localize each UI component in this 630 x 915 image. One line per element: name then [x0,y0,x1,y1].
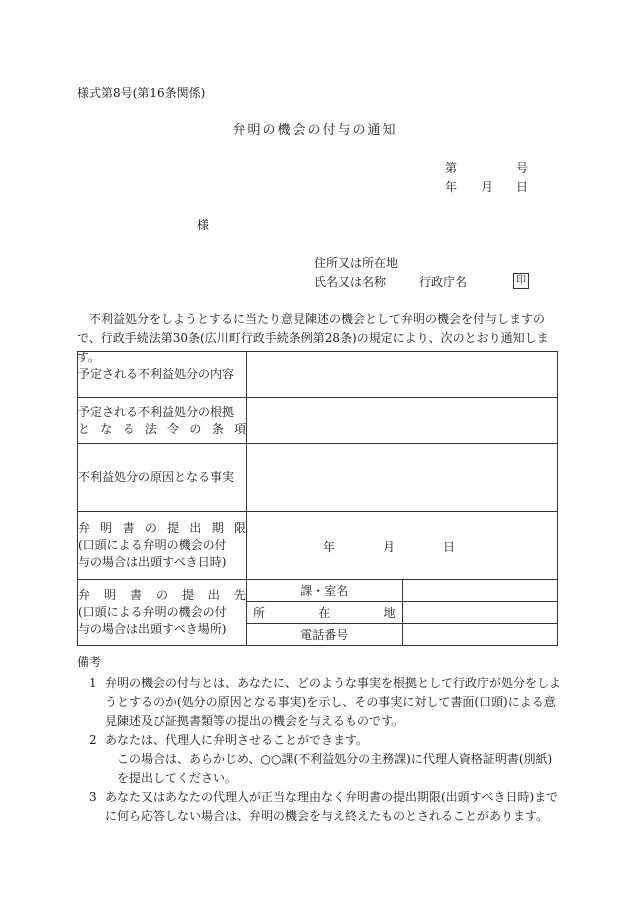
row-label-submission-place [78,580,247,646]
deadline-line1 [78,520,246,537]
char: 限 [233,521,246,535]
char: 在 [318,606,331,620]
sublabel-phone: 電話番号 [247,624,403,646]
char: 書 [129,588,142,602]
submission-line2: (口頭による弁明の機会の付 [78,605,227,619]
number-prefix: 第 [445,161,458,175]
recipient-honorific: 様 [197,218,210,232]
deadline-line3: 与の場合は出頭すべき日時) [78,555,227,569]
note-1 [77,674,561,731]
value-cause-facts [247,444,558,512]
value-disposition-content [247,352,558,398]
char: 弁 [78,521,91,535]
char: と [78,421,91,436]
sender-name-label: 氏名又は名称 [314,275,387,289]
deadline-line2: (口頭による弁明の機会の付 [78,538,227,552]
document-title: 弁明の機会の付与の通知 [232,123,398,138]
char: 令 [167,421,180,436]
char: 明 [100,521,113,535]
value-phone [402,624,558,646]
agency-name-label: 行政庁名 [419,275,468,289]
row-label-cause-facts: 不利益処分の原因となる事実 [78,444,247,512]
deadline-day-label: 日 [443,539,456,554]
note-number: 3 [89,790,97,804]
form-number: 様式第8号(第16条関係) [77,86,206,100]
char: 明 [103,588,116,602]
intro-text: 不利益処分をしようとするに当たり意見陳述の機会として弁明の機会を付与しますので、行政手続法第30条(広川町行政手続条例第28条)の規定により、次のとおり通知します。 [77,312,549,364]
char: 項 [233,421,246,436]
submission-line3: 与の場合は出頭すべき場所) [78,622,227,636]
legal-basis-line2 [78,421,246,438]
row-label-deadline [78,512,247,580]
notice-table [77,351,558,646]
value-deadline [247,512,558,580]
note-3 [77,788,561,826]
char: 出 [189,521,202,535]
char: 法 [144,421,157,436]
seal-mark: 印 [513,273,529,289]
value-section-name [402,580,558,602]
deadline-month-label: 月 [383,539,396,554]
deadline-date [247,538,557,554]
row-label-disposition-content: 予定される不利益処分の内容 [78,352,247,398]
char: な [100,421,113,436]
legal-basis-line1: 予定される不利益処分の根拠 [78,404,235,419]
number-suffix: 号 [516,161,529,175]
table-row [78,512,558,580]
note-number: 2 [89,733,97,747]
note-text: あなた又はあなたの代理人が正当な理由なく弁明書の提出期限(出頭すべき日時)までに何ら応答しない場合は、弁明の機会を与え終えたものとされることがあります。 [105,790,559,823]
char: の [155,588,168,602]
char: 書 [122,521,135,535]
char: の [189,421,202,436]
char: 出 [207,588,220,602]
char: 条 [211,421,224,436]
date-year-label: 年 [445,180,458,194]
char: 提 [181,588,194,602]
char: る [122,421,135,436]
char: 先 [233,588,246,602]
table-row [78,444,558,512]
value-location [402,602,558,624]
char: 地 [383,606,396,620]
submission-line1 [78,587,246,604]
note-subtext: この場合は、あらかじめ、○○課(不利益処分の主務課)に代理人資格証明書(別紙)を提出してください。 [117,752,553,785]
char: 所 [253,606,266,620]
char: 弁 [78,588,91,602]
note-text: 弁明の機会の付与とは、あなたに、どのような事実を根拠として行政庁が処分をしようとするのか(処分の原因となる事実)を示し、その事実に対して書面(口頭)による意見陳述及び証拠書類等の提出の機会を与えるものです。 [105,676,562,728]
sublabel-location [247,602,403,624]
table-row [78,580,558,602]
notes-heading: 備考 [77,655,102,669]
char: 提 [167,521,180,535]
char: の [144,521,157,535]
row-label-legal-basis [78,398,247,444]
value-legal-basis [247,398,558,444]
date-day-label: 日 [516,180,529,194]
deadline-year-label: 年 [323,539,336,554]
note-number: 1 [89,676,97,690]
note-2 [77,731,561,788]
table-row [78,398,558,444]
sublabel-section-name: 課・室名 [247,580,403,602]
table-row [78,352,558,398]
note-text: あなたは、代理人に弁明させることができます。 [105,733,369,747]
char: 期 [211,521,224,535]
sender-address-label: 住所又は所在地 [314,256,399,270]
date-month-label: 月 [481,180,494,194]
